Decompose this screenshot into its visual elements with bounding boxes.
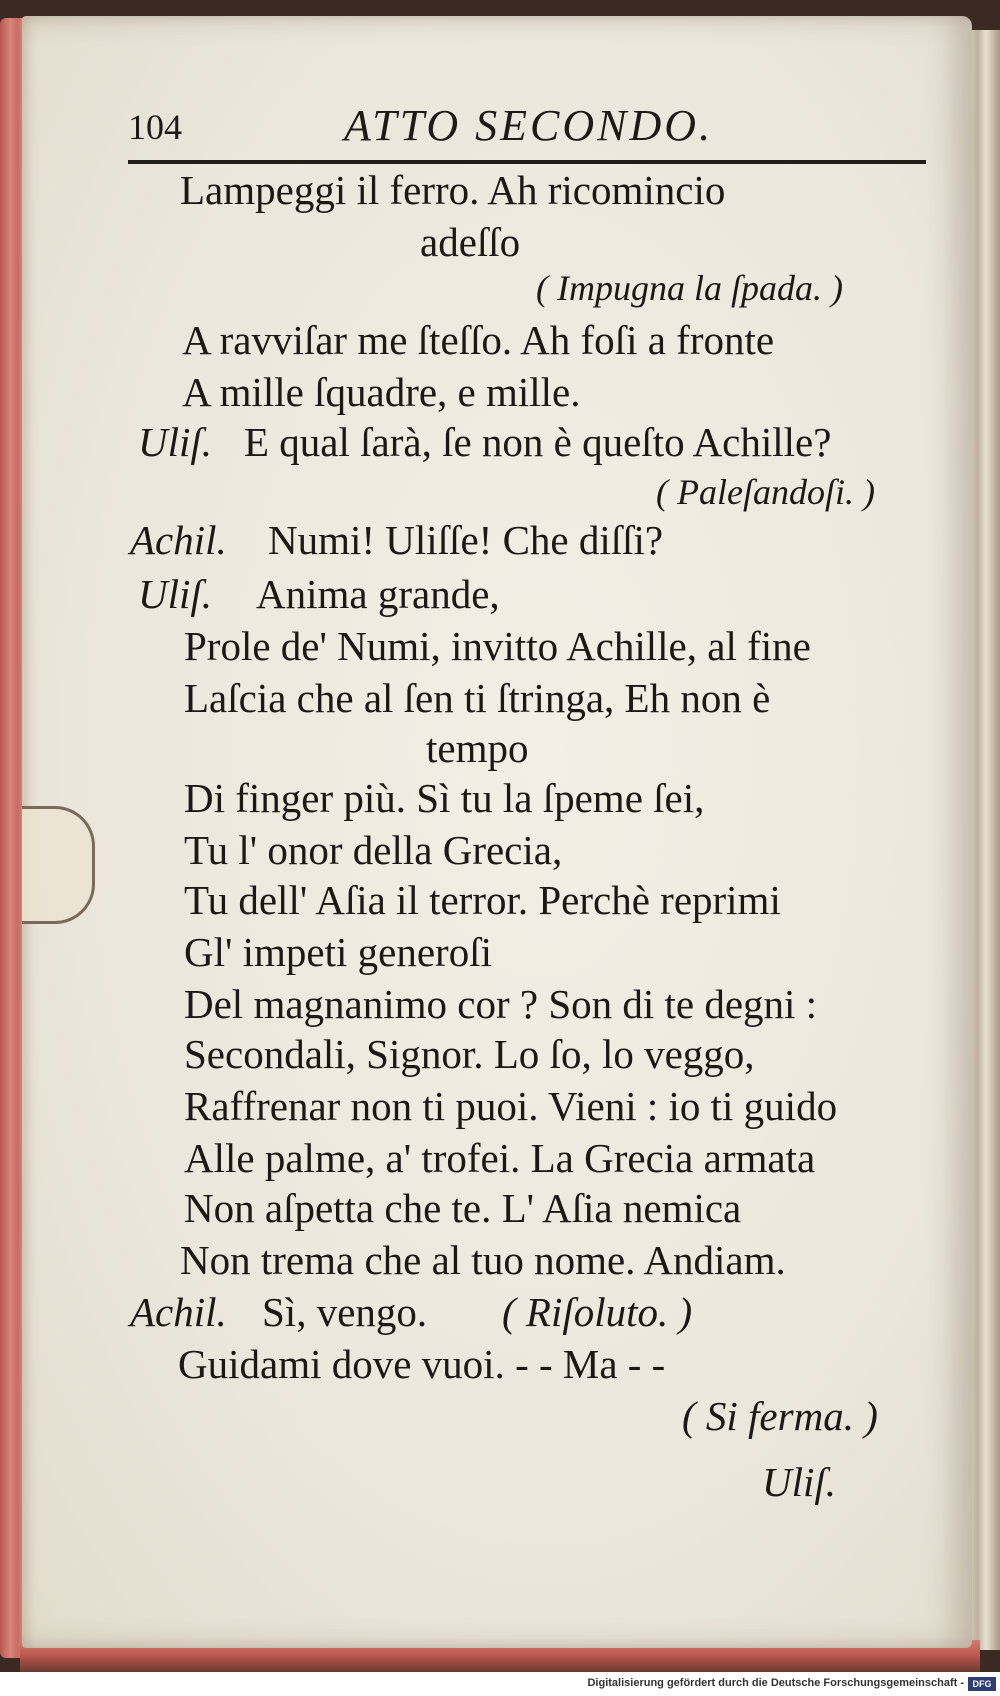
verse-line: Numi! Uliſſe! Che diſſi?	[268, 517, 664, 563]
verse-line: Sì, vengo.	[262, 1289, 428, 1335]
speaker-label: Achil.	[130, 1289, 227, 1335]
verse-line: Tu l' onor della Grecia,	[184, 827, 563, 873]
verse-line: Raffrenar non ti puoi. Vieni : io ti guido	[184, 1083, 838, 1129]
verse-line: Anima grande,	[256, 571, 500, 617]
verse-line: Del magnanimo cor ? Son di te degni :	[184, 981, 818, 1027]
verse-line: Guidami dove vuoi. - - Ma - -	[178, 1341, 666, 1387]
page-number: 104	[128, 107, 182, 147]
header-rule	[128, 160, 926, 164]
stage-direction: ( Paleſandoſi. )	[656, 472, 875, 512]
verse-line: Laſcia che al ſen ti ſtringa, Eh non è	[184, 675, 771, 721]
verse-line: A ravviſar me ſteſſo. Ah foſi a fronte	[182, 317, 775, 363]
footer-credit: Digitalisierung gefördert durch die Deutsche Forschungsgemeinschaft -	[587, 1677, 964, 1689]
verse-line: adeſſo	[420, 219, 521, 265]
catchword: Uliſ.	[762, 1459, 837, 1505]
dfg-logo: DFG	[968, 1677, 996, 1691]
verse-line: Non trema che al tuo nome. Andiam.	[180, 1237, 786, 1283]
stage-direction: ( Riſoluto. )	[502, 1289, 693, 1335]
page-edge-right	[968, 30, 1000, 1650]
verse-line: Non aſpetta che te. L' Aſia nemica	[184, 1185, 742, 1231]
speaker-label: Uliſ.	[138, 419, 213, 465]
verse-line: Alle palme, a' trofei. La Grecia armata	[184, 1135, 816, 1181]
verse-line: Lampeggi il ferro. Ah ricomincio	[180, 167, 726, 213]
page-header	[128, 100, 928, 160]
verse-line: Di finger più. Sì tu la ſpeme ſei,	[184, 775, 705, 821]
verse-line: Tu dell' Aſia il terror. Perchè reprimi	[184, 877, 781, 923]
verse-line: E qual ſarà, ſe non è queſto Achille?	[244, 419, 832, 465]
verse-line: Secondali, Signor. Lo ſo, lo veggo,	[184, 1031, 755, 1077]
clasp-outline	[22, 806, 95, 924]
running-head: ATTO SECONDO.	[344, 101, 714, 150]
footer-bar	[0, 1672, 1000, 1696]
stage-direction: ( Si ferma. )	[682, 1393, 878, 1439]
verse-line: Gl' impeti generoſi	[184, 929, 492, 975]
verse-line: A mille ſquadre, e mille.	[182, 369, 581, 415]
stage-direction: ( Impugna la ſpada. )	[536, 268, 843, 308]
speaker-label: Uliſ.	[138, 571, 213, 617]
verse-line: Prole de' Numi, invitto Achille, al fine	[184, 623, 811, 669]
speaker-label: Achil.	[130, 517, 227, 563]
verse-line: tempo	[426, 725, 529, 771]
